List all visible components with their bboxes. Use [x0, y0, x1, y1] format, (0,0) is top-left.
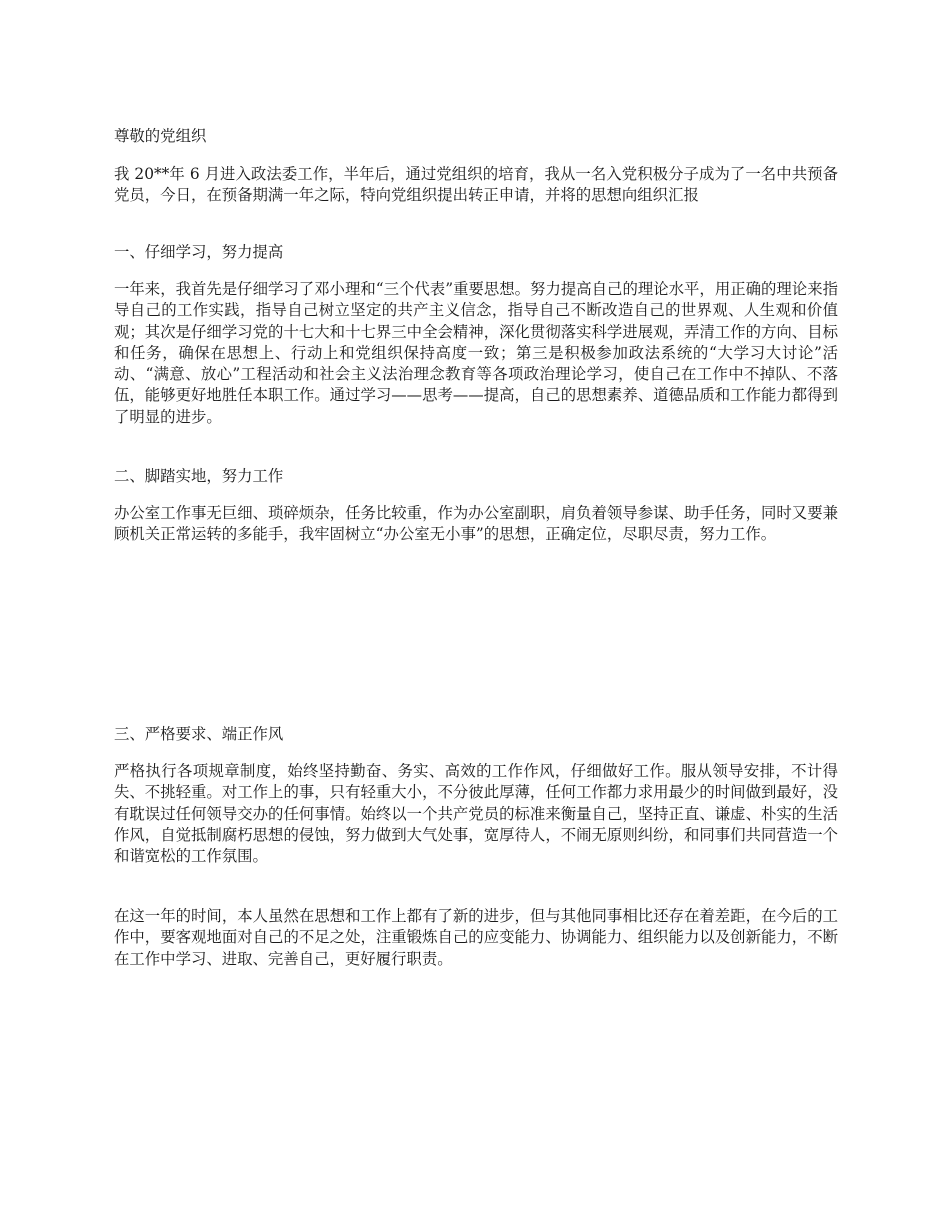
section-3-heading: 三、严格要求、端正作风 — [114, 725, 284, 743]
section-2-heading: 二、脚踏实地，努力工作 — [114, 467, 284, 485]
salutation: 尊敬的党组织 — [114, 127, 207, 145]
intro-paragraph: 我 20**年 6 月进入政法委工作，半年后，通过党组织的培育，我从一名入党积极分子成为了一名中共预备党员，今日，在预备期满一年之际，特向党组织提出转正申请，并将的思想向组织汇报 — [114, 165, 838, 205]
section-3-paragraph: 严格执行各项规章制度，始终坚持勤奋、务实、高效的工作作风，仔细做好工作。服从领导安排，不计得失、不挑轻重。对工作上的事，只有轻重大小，不分彼此厚薄，任何工作都力求用最少的时间做到最好，没有耽误过任何领导交办的任何事情。始终以一个共产党员的标准来衡量自己，坚持正直、谦虚、朴实的生活作风，自觉抵制腐朽思想的侵蚀，努力做到大气处事，宽厚待人，不闹无原则纠纷，和同事们共同营造一个和谐宽松的工作氛围。 — [114, 762, 838, 866]
section-1-heading: 一、仔细学习，努力提高 — [114, 243, 284, 261]
section-1-paragraph: 一年来，我首先是仔细学习了邓小理和“三个代表”重要思想。努力提高自己的理论水平，用正确的理论来指导自己的工作实践，指导自己树立坚定的共产主义信念，指导自己不断改造自己的世界观、人生观和价值观；其次是仔细学习党的十七大和十七界三中全会精神，深化贯彻落实科学进展观，弄清工作的方向、目标和任务，确保在思想上、行动上和党组织保持高度一致；第三是积极参加政法系统的“大学习大讨论”活动、“满意、放心”工程活动和社会主义法治理念教育等各项政治理论学习，使自己在工作中不掉队、不落伍，能够更好地胜任本职工作。通过学习——思考——提高，自己的思想素养、道德品质和工作能力都得到了明显的进步。 — [114, 280, 838, 426]
section-2-paragraph: 办公室工作事无巨细、琐碎烦杂，任务比较重，作为办公室副职，肩负着领导参谋、助手任务，同时又要兼顾机关正常运转的多能手，我牢固树立“办公室无小事”的思想，正确定位，尽职尽责，努力工作。 — [114, 504, 838, 544]
closing-paragraph: 在这一年的时间，本人虽然在思想和工作上都有了新的进步，但与其他同事相比还存在着差距，在今后的工作中，要客观地面对自己的不足之处，注重锻炼自己的应变能力、协调能力、组织能力以及创新能力，不断在工作中学习、进取、完善自己，更好履行职责。 — [114, 907, 838, 968]
